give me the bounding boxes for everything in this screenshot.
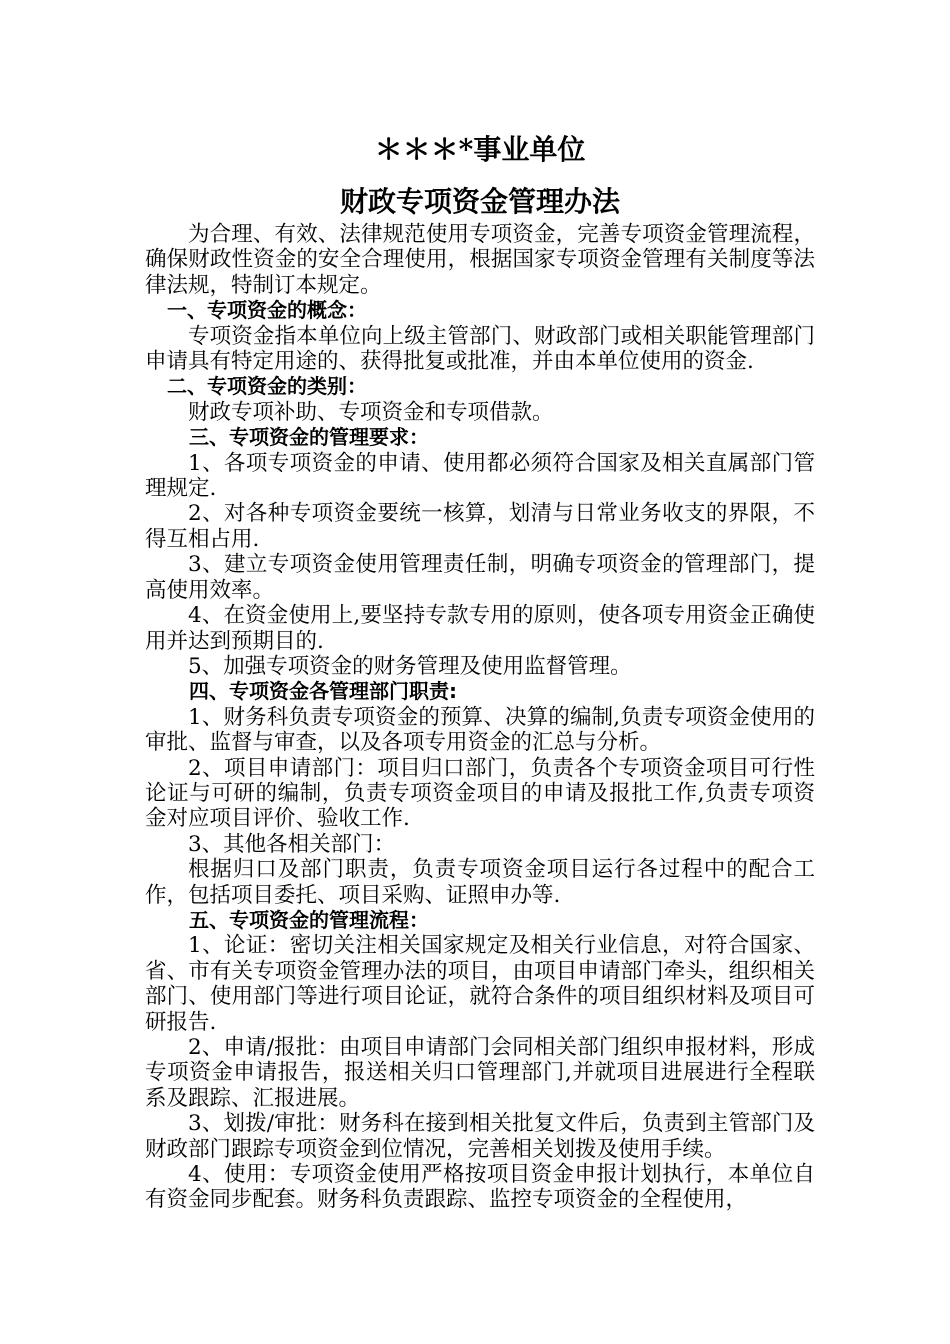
body-paragraph: 1、各项专项资金的申请、使用都必须符合国家及相关直属部门管理规定. [145, 450, 815, 502]
body-paragraph: 4、在资金使用上,要坚持专款专用的原则，使各项专用资金正确使用并达到预期目的. [145, 603, 815, 654]
body-paragraph: 1、论证：密切关注相关国家规定及相关行业信息，对符合国家、省、市有关专项资金管理办法的项目，由项目申请部门牵头，组织相关部门、使用部门等进行项目论证，就符合条件的项目组织材料及项目可研报告. [145, 933, 815, 1035]
body-paragraph: 1、财务科负责专项资金的预算、决算的编制,负责专项资金使用的审批、监督与审查，以及各项专用资金的汇总与分析。 [145, 704, 815, 756]
document-title-line1: ＊＊＊*事业单位 [374, 133, 586, 166]
body-paragraph: 5、加强专项资金的财务管理及使用监督管理。 [188, 653, 632, 679]
document-body [145, 222, 815, 1213]
section-heading: 二、专项资金的类别： [167, 374, 367, 399]
body-paragraph: 财政专项补助、专项资金和专项借款。 [188, 399, 554, 425]
body-paragraph: 2、申请/报批：由项目申请部门会同相关部门组织申报材料，形成专项资金申请报告，报送相关归口管理部门,并就项目进展进行全程联系及跟踪、汇报进展。 [145, 1035, 815, 1111]
body-paragraph: 为合理、有效、法律规范使用专项资金，完善专项资金管理流程，确保财政性资金的安全合理使用，根据国家专项资金管理有关制度等法律法规，特制订本规定。 [145, 222, 815, 298]
body-paragraph: 2、项目申请部门：项目归口部门，负责各个专项资金项目可行性论证与可研的编制，负责专项资金项目的申请及报批工作,负责专项资金对应项目评价、验收工作. [145, 755, 815, 832]
body-paragraph: 3、划拨/审批：财务科在接到相关批复文件后，负责到主管部门及财政部门跟踪专项资金到位情况，完善相关划拨及使用手续。 [145, 1111, 815, 1162]
body-paragraph: 4、使用：专项资金使用严格按项目资金申报计划执行，本单位自有资金同步配套。财务科负责跟踪、监控专项资金的全程使用， [145, 1162, 815, 1213]
body-paragraph: 2、对各种专项资金要统一核算，划清与日常业务收支的界限，不得互相占用. [145, 501, 815, 552]
section-heading: 三、专项资金的管理要求： [189, 425, 429, 450]
document-page [145, 128, 815, 1213]
document-title-line2: 财政专项资金管理办法 [339, 185, 620, 218]
section-heading: 五、专项资金的管理流程： [189, 907, 429, 932]
body-paragraph: 根据归口及部门职责，负责专项资金项目运行各过程中的配合工作，包括项目委托、项目采购、证照申办等. [145, 857, 815, 908]
section-heading: 一、专项资金的概念： [167, 298, 367, 323]
body-paragraph: 3、其他各相关部门： [188, 831, 396, 857]
body-paragraph: 专项资金指本单位向上级主管部门、财政部门或相关职能管理部门申请具有特定用途的、获得批复或批准，并由本单位使用的资金. [145, 323, 815, 375]
section-heading: 四、专项资金各管理部门职责: [189, 679, 457, 704]
body-paragraph: 3、建立专项资金使用管理责任制，明确专项资金的管理部门，提高使用效率。 [145, 552, 815, 603]
